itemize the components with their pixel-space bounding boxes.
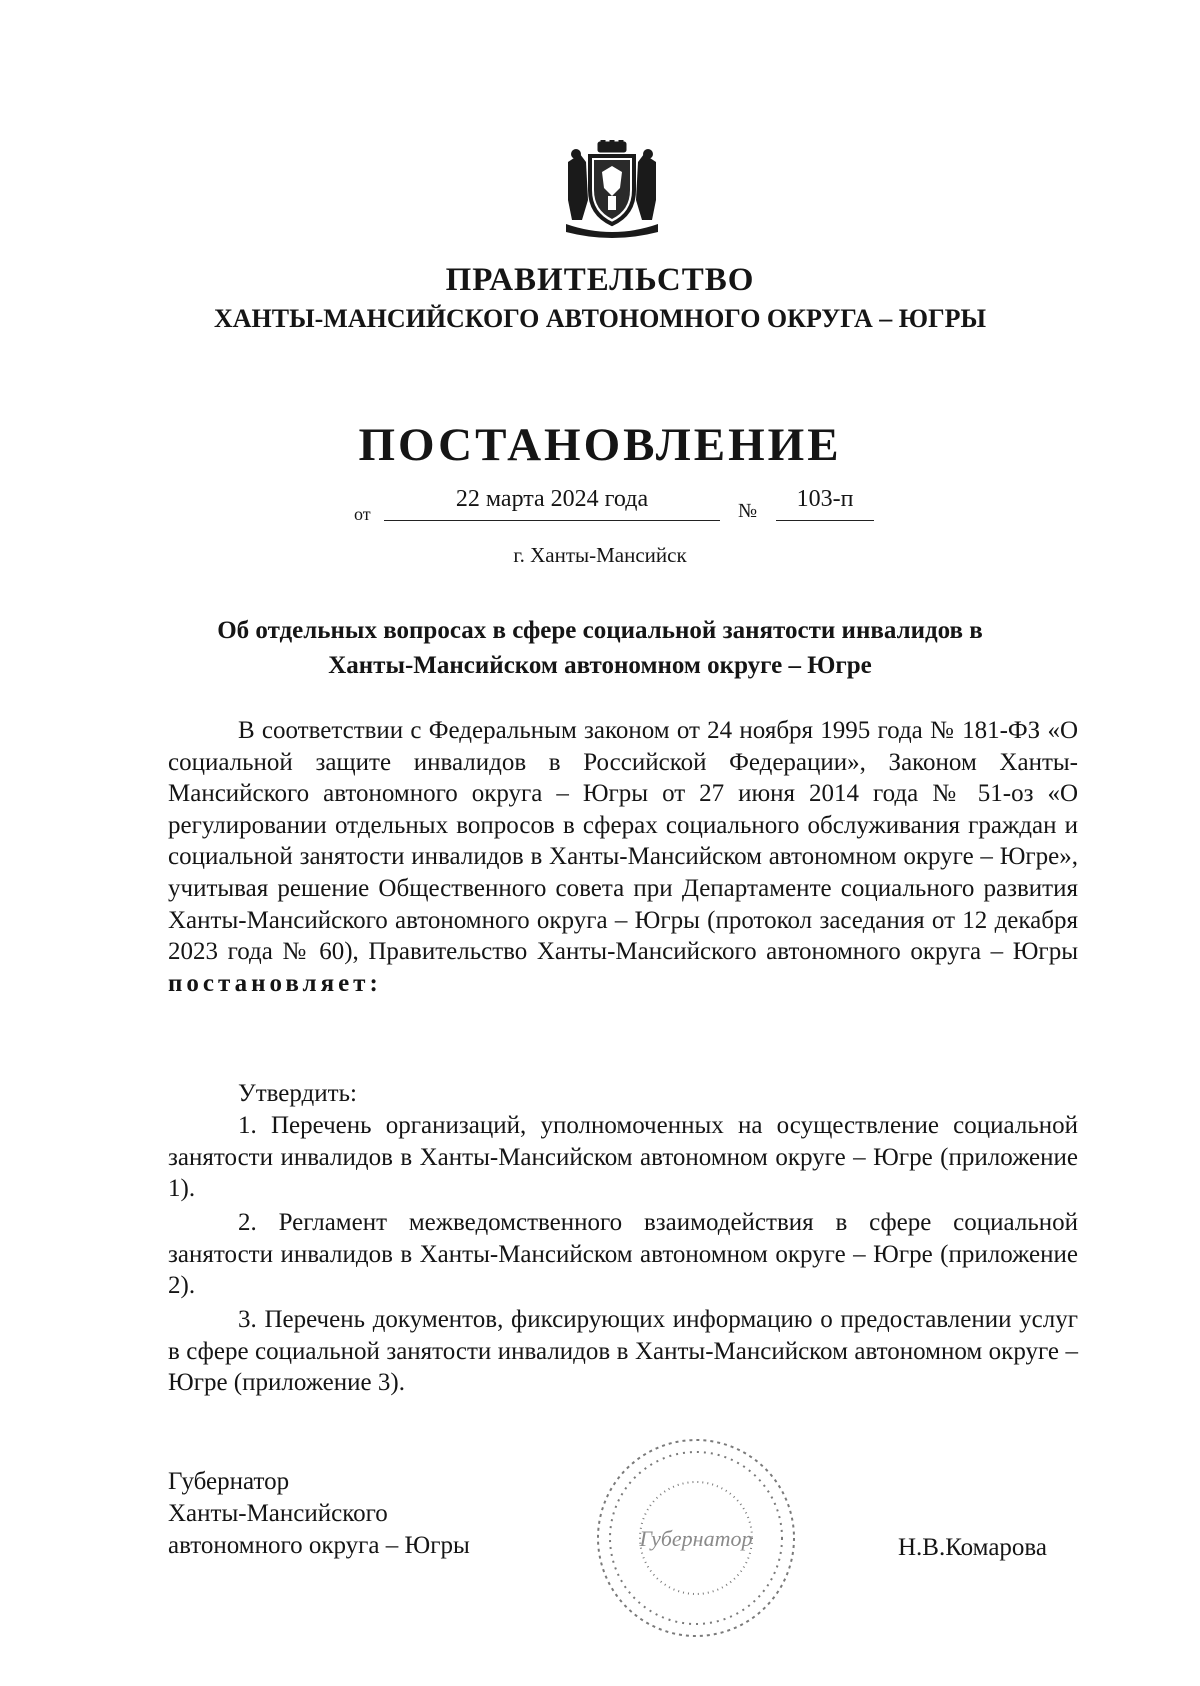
- subject-line-1: Об отдельных вопросах в сфере социальной занятости инвалидов в: [217, 617, 983, 644]
- preamble-paragraph: [168, 715, 1078, 999]
- number-underline: [776, 520, 874, 521]
- document-city: г. Ханты-Мансийск: [513, 543, 687, 567]
- document-type: ПОСТАНОВЛЕНИЕ: [358, 419, 842, 471]
- approve-heading: Утвердить:: [238, 1080, 357, 1107]
- document-date: 22 марта 2024 года: [455, 486, 649, 512]
- signer-name: Н.В.Комарова: [898, 1534, 1047, 1561]
- official-seal-icon: [586, 1420, 806, 1650]
- date-underline: [384, 520, 720, 521]
- approved-item-1: 1. Перечень организаций, уполномоченных на осуществление социальной занятости инвалидов в Ханты-Мансийском автономном округе – Югре (приложение 1).: [168, 1112, 1078, 1203]
- approved-item-2: 2. Регламент межведомственного взаимодействия в сфере социальной занятости инвалидов в Ханты-Мансийском автономном округе – Югре (приложение 2).: [168, 1209, 1078, 1300]
- decree-word: постановляет:: [168, 969, 382, 997]
- organization-name: ПРАВИТЕЛЬСТВО: [445, 262, 755, 298]
- signatory-title-line-1: Губернатор: [168, 1468, 290, 1495]
- subject-line-2: Ханты-Мансийском автономном округе – Югре: [328, 652, 872, 679]
- signatory-title: [168, 1466, 470, 1562]
- approved-item-3: 3. Перечень документов, фиксирующих информацию о предоставлении услуг в сфере социальной занятости инвалидов в Ханты-Мансийском автономном округе – Югре (приложение 3).: [168, 1306, 1078, 1397]
- document-number: 103-п: [796, 486, 854, 512]
- signatory-title-line-2: Ханты-Мансийского: [168, 1500, 388, 1527]
- coat-of-arms-icon: [560, 140, 664, 240]
- number-label: №: [738, 500, 758, 522]
- stamp-text: Губернатор: [639, 1526, 753, 1551]
- date-label: от: [354, 504, 371, 524]
- preamble-text: В соответствии с Федеральным законом от 24 ноября 1995 года № 181-ФЗ «О социальной защите инвалидов в Российской Федерации», Законом Ханты-Мансийского автономного округа – Югры от 27 июня 2014 года № 51-оз «О регулировании отдельных вопросов в сферах социального обслуживания граждан и социальной занятости инвалидов в Ханты-Мансийском автономном округе – Югре», учитывая решение Общественного совета при Департаменте социального развития Ханты-Мансийского автономного округа – Югры (протокол заседания от 12 декабря 2023 года № 60), Правительство Ханты-Мансийского автономного округа – Югры: [168, 717, 1078, 966]
- document-subject: [150, 613, 1050, 683]
- organization-region: ХАНТЫ-МАНСИЙСКОГО АВТОНОМНОГО ОКРУГА – ЮГРЫ: [213, 304, 987, 333]
- signatory-title-line-3: автономного округа – Югры: [168, 1532, 470, 1559]
